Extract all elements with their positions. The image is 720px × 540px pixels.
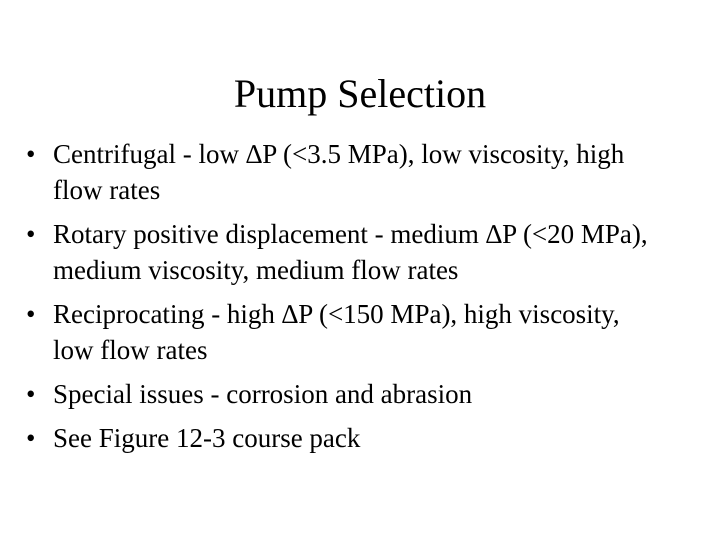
bullet-text: Special issues - corrosion and abrasion: [53, 379, 473, 409]
bullet-item-rotary: [26, 216, 666, 288]
bullet-text: Rotary positive displacement - medium ∆P (<20 MPa), medium viscosity, medium flow rates: [53, 219, 648, 285]
bullet-icon: •: [26, 379, 36, 409]
bullet-icon: •: [26, 423, 36, 453]
bullet-item-centrifugal: [26, 136, 666, 208]
bullet-item-special-issues: [26, 376, 666, 412]
bullet-list: [26, 136, 666, 464]
bullet-text: Reciprocating - high ∆P (<150 MPa), high viscosity, low flow rates: [53, 299, 620, 365]
bullet-item-reciprocating: [26, 296, 666, 368]
slide-title: Pump Selection: [233, 71, 487, 116]
bullet-text: Centrifugal - low ∆P (<3.5 MPa), low viscosity, high flow rates: [53, 139, 625, 205]
bullet-text: See Figure 12-3 course pack: [53, 423, 361, 453]
bullet-icon: •: [26, 219, 36, 249]
bullet-icon: •: [26, 139, 36, 169]
bullet-icon: •: [26, 299, 36, 329]
bullet-item-see-figure: [26, 420, 666, 456]
